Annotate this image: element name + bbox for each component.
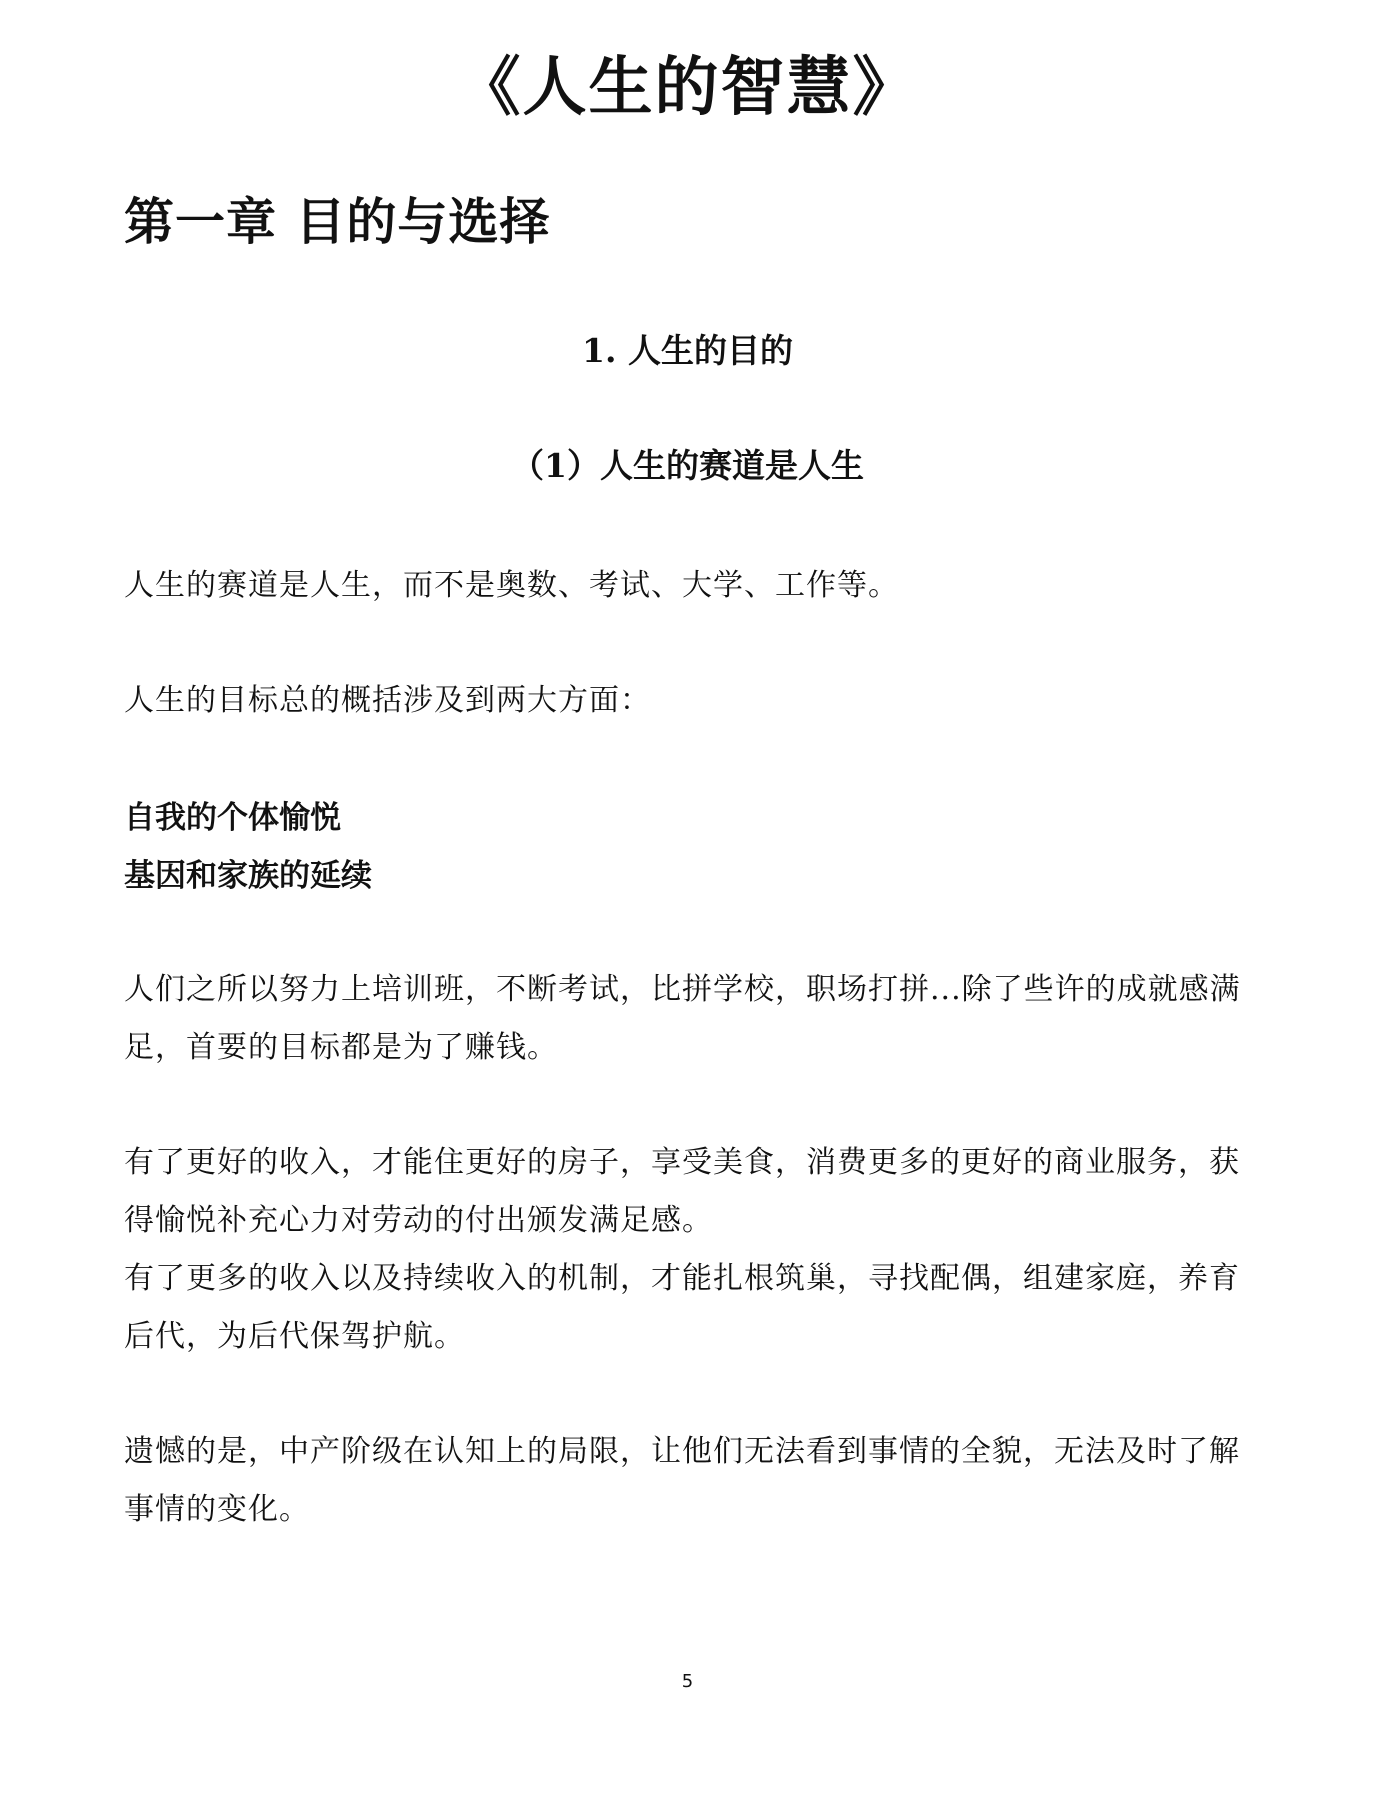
paragraph-3: 人们之所以努力上培训班，不断考试，比拼学校，职场打拼...除了些许的成就感满足，首要的目标都是为了赚钱。 xyxy=(124,972,1241,1065)
paragraph-1: 人生的赛道是人生，而不是奥数、考试、大学、工作等。 xyxy=(124,568,899,603)
paragraph-5: 有了更多的收入以及持续收入的机制，才能扎根筑巢，寻找配偶，组建家庭，养育后代，为后代保驾护航。 xyxy=(124,1261,1240,1354)
bold-goal-list xyxy=(124,789,372,905)
paragraph-4: 有了更好的收入，才能住更好的房子，享受美食，消费更多的更好的商业服务，获得愉悦补充心力对劳动的付出颁发满足感。 xyxy=(124,1145,1240,1238)
paragraph-2: 人生的目标总的概括涉及到两大方面： xyxy=(124,683,651,718)
book-title: 《人生的智慧》 xyxy=(456,51,919,125)
subsection-title: （1）人生的赛道是人生 xyxy=(511,446,864,485)
paragraph-6: 遗憾的是，中产阶级在认知上的局限，让他们无法看到事情的全貌，无法及时了解事情的变化。 xyxy=(124,1434,1240,1527)
chapter-title: 第一章 目的与选择 xyxy=(124,193,551,251)
list-item: 基因和家族的延续 xyxy=(124,858,372,894)
list-item: 自我的个体愉悦 xyxy=(124,800,341,836)
section-title: 1. 人生的目的 xyxy=(582,331,793,370)
page-number: 5 xyxy=(681,1671,694,1692)
